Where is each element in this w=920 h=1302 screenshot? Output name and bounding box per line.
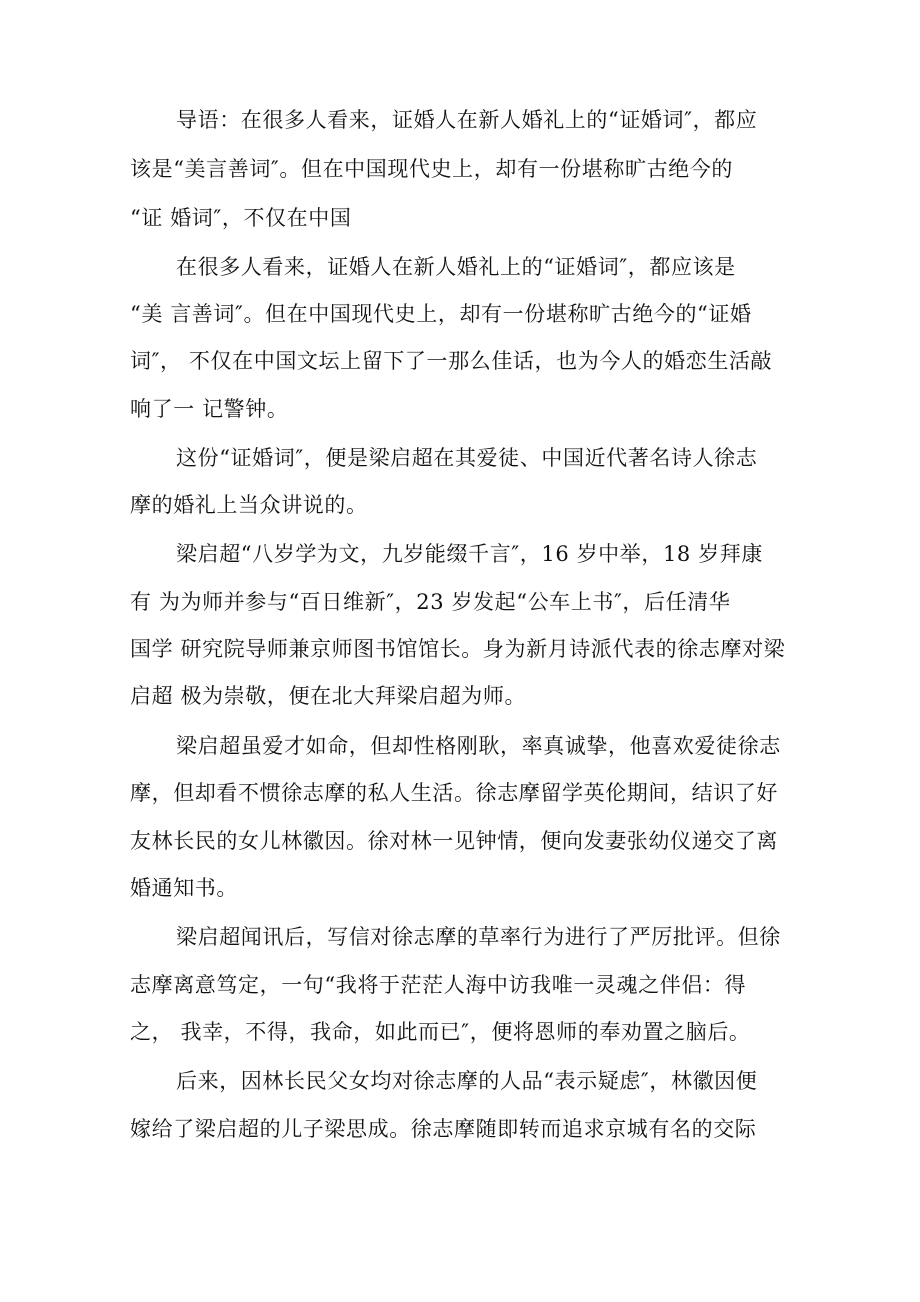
paragraph-2-line-1: 在很多人看来，证婚人在新人婚礼上的“证婚词″，都应该是 [176,255,736,279]
paragraph-2-line-4: 响了一 记警钟。 [130,397,289,421]
paragraph-1-line-2: 该是“美言善词″。但在中国现代史上，却有一份堪称旷古绝今的 [130,157,733,181]
paragraph-5-line-2: 摩，但却看不惯徐志摩的私人生活。徐志摩留学英伦期间，结识了好 [130,781,778,805]
paragraph-7-line-1: 后来，因林长民父女均对徐志摩的人品“表示疑虑″，林徽因便 [176,1069,758,1093]
paragraph-6-line-3: 之， 我幸，不得，我命，如此而已″，便将恩师的奉劝置之脑后。 [130,1020,751,1044]
paragraph-6-line-1: 梁启超闻讯后，写信对徐志摩的草率行为进行了严厉批评。但徐 [176,925,781,949]
paragraph-2-line-2: “美 言善词″。但在中国现代史上，却有一份堪称旷古绝今的“证婚 [130,302,752,326]
paragraph-1-line-3: “证 婚词″，不仅在中国 [130,206,352,230]
paragraph-3-line-1: 这份“证婚词″，便是梁启超在其爱徒、中国近代著名诗人徐志 [176,446,758,470]
paragraph-4-line-3: 国学 研究院导师兼京师图书馆馆长。身为新月诗派代表的徐志摩对梁 [130,637,786,661]
paragraph-1-line-1: 导语：在很多人看来，证婚人在新人婚礼上的“证婚词″，都应 [176,108,758,132]
paragraph-6-line-2: 志摩离意笃定，一句“我将于茫茫人海中访我唯一灵魂之伴侣：得 [130,973,747,997]
paragraph-4-line-4: 启超 极为崇敬，便在北大拜梁启超为师。 [130,684,527,708]
paragraph-5-line-4: 婚通知书。 [130,876,238,900]
paragraph-7-line-2: 嫁给了梁启超的儿子梁思成。徐志摩随即转而追求京城有名的交际 [130,1117,757,1141]
paragraph-3-line-2: 摩的婚礼上当众讲说的。 [130,493,368,517]
paragraph-5-line-3: 友林长民的女儿林徽因。徐对林一见钟情，便向发妻张幼仪递交了离 [130,829,778,853]
paragraph-4-line-2: 有 为为师并参与“百日维新″，23 岁发起“公车上书″，后任清华 [130,590,731,614]
paragraph-5-line-1: 梁启超虽爱才如命，但却性格刚耿，率真诚挚，他喜欢爱徒徐志 [176,734,781,758]
paragraph-2-line-3: 词″， 不仅在中国文坛上留下了一那么佳话，也为今人的婚恋生活敲 [130,349,773,373]
paragraph-4-line-1: 梁启超“八岁学为文，九岁能缀千言″，16 岁中举，18 岁拜康 [176,542,763,566]
